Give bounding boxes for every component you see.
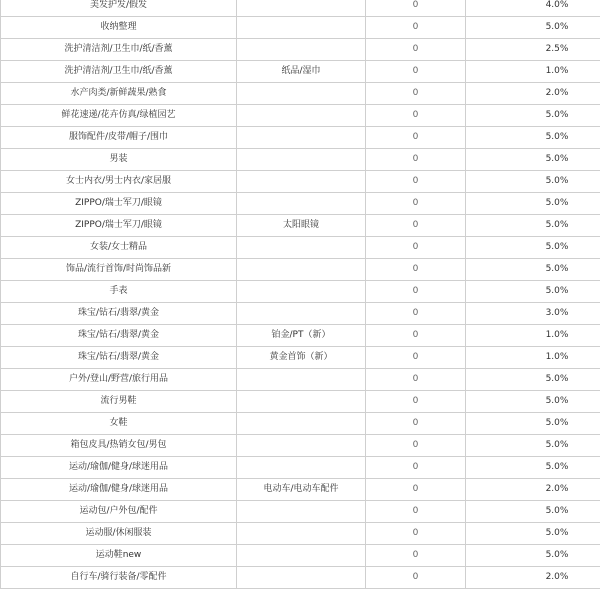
subcategory-cell [237, 391, 366, 413]
table-row [1, 61, 600, 83]
second-count-cell: 0 [366, 215, 466, 237]
subcategory-cell [237, 523, 366, 545]
category-cell: 收纳整理 [1, 17, 237, 39]
rate-cell: 5.0% [466, 105, 600, 127]
table-row [1, 413, 600, 435]
rate-cell: 5.0% [466, 281, 600, 303]
category-cell: 运动/瑜伽/健身/球迷用品 [1, 457, 237, 479]
second-count-cell: 0 [366, 303, 466, 325]
second-count-cell: 0 [366, 259, 466, 281]
subcategory-cell [237, 281, 366, 303]
rate-cell: 5.0% [466, 545, 600, 567]
subcategory-cell [237, 567, 366, 589]
subcategory-cell: 铂金/PT（新） [237, 325, 366, 347]
table-row [1, 479, 600, 501]
subcategory-cell [237, 303, 366, 325]
second-count-cell: 0 [366, 83, 466, 105]
subcategory-cell [237, 83, 366, 105]
second-count-cell: 0 [366, 127, 466, 149]
category-cell: 运动服/休闲服装 [1, 523, 237, 545]
category-cell: 饰品/流行首饰/时尚饰品新 [1, 259, 237, 281]
subcategory-cell: 纸品/湿巾 [237, 61, 366, 83]
subcategory-cell [237, 193, 366, 215]
table-row [1, 325, 600, 347]
rate-cell: 5.0% [466, 127, 600, 149]
table-row [1, 435, 600, 457]
category-cell: 箱包皮具/热销女包/男包 [1, 435, 237, 457]
rate-cell: 5.0% [466, 259, 600, 281]
subcategory-cell [237, 501, 366, 523]
second-count-cell: 0 [366, 457, 466, 479]
rate-cell: 5.0% [466, 149, 600, 171]
rate-cell: 5.0% [466, 391, 600, 413]
table-row [1, 171, 600, 193]
subcategory-cell [237, 259, 366, 281]
second-count-cell: 0 [366, 105, 466, 127]
category-cell: 珠宝/钻石/翡翠/黄金 [1, 347, 237, 369]
subcategory-cell [237, 435, 366, 457]
category-cell: 美发护发/假发 [1, 0, 237, 17]
second-count-cell: 0 [366, 479, 466, 501]
rate-cell: 2.0% [466, 567, 600, 589]
rate-cell: 5.0% [466, 457, 600, 479]
subcategory-cell: 太阳眼镜 [237, 215, 366, 237]
subcategory-cell [237, 149, 366, 171]
table-row [1, 457, 600, 479]
category-cell: 运动包/户外包/配件 [1, 501, 237, 523]
category-cell: 水产肉类/新鲜蔬果/熟食 [1, 83, 237, 105]
subcategory-cell: 黄金首饰（新） [237, 347, 366, 369]
table-row [1, 369, 600, 391]
category-cell: 运动/瑜伽/健身/球迷用品 [1, 479, 237, 501]
table-row [1, 281, 600, 303]
rate-cell: 5.0% [466, 215, 600, 237]
subcategory-cell [237, 17, 366, 39]
second-count-cell: 0 [366, 149, 466, 171]
table-row [1, 567, 600, 589]
rate-cell: 5.0% [466, 435, 600, 457]
rate-cell: 5.0% [466, 193, 600, 215]
table-row [1, 391, 600, 413]
category-cell: 女装/女士精品 [1, 237, 237, 259]
rate-cell: 2.0% [466, 479, 600, 501]
second-count-cell: 0 [366, 17, 466, 39]
second-count-cell: 0 [366, 523, 466, 545]
table-row [1, 523, 600, 545]
second-count-cell: 0 [366, 413, 466, 435]
category-cell: 手表 [1, 281, 237, 303]
category-cell: ZIPPO/瑞士军刀/眼镜 [1, 193, 237, 215]
subcategory-cell: 电动车/电动车配件 [237, 479, 366, 501]
rate-cell: 5.0% [466, 523, 600, 545]
category-cell: 女士内衣/男士内衣/家居服 [1, 171, 237, 193]
subcategory-cell [237, 545, 366, 567]
table-row [1, 127, 600, 149]
table-row [1, 259, 600, 281]
category-cell: 洗护清洁剂/卫生巾/纸/香薰 [1, 61, 237, 83]
rate-cell: 5.0% [466, 413, 600, 435]
table-row [1, 0, 600, 17]
subcategory-cell [237, 237, 366, 259]
second-count-cell: 0 [366, 369, 466, 391]
rate-cell: 5.0% [466, 369, 600, 391]
category-cell: 自行车/骑行装备/零配件 [1, 567, 237, 589]
category-cell: 鲜花速递/花卉仿真/绿植园艺 [1, 105, 237, 127]
second-count-cell: 0 [366, 171, 466, 193]
rate-cell: 1.0% [466, 347, 600, 369]
rate-cell: 1.0% [466, 325, 600, 347]
subcategory-cell [237, 127, 366, 149]
category-cell: 男装 [1, 149, 237, 171]
commission-rate-table-body [1, 0, 600, 589]
table-row [1, 105, 600, 127]
subcategory-cell [237, 105, 366, 127]
second-count-cell: 0 [366, 391, 466, 413]
second-count-cell: 0 [366, 61, 466, 83]
second-count-cell: 0 [366, 545, 466, 567]
second-count-cell: 0 [366, 347, 466, 369]
category-cell: ZIPPO/瑞士军刀/眼镜 [1, 215, 237, 237]
category-cell: 珠宝/钻石/翡翠/黄金 [1, 303, 237, 325]
subcategory-cell [237, 0, 366, 17]
rate-cell: 2.5% [466, 39, 600, 61]
second-count-cell: 0 [366, 237, 466, 259]
subcategory-cell [237, 457, 366, 479]
table-row [1, 149, 600, 171]
second-count-cell: 0 [366, 39, 466, 61]
second-count-cell: 0 [366, 281, 466, 303]
second-count-cell: 0 [366, 193, 466, 215]
rate-cell: 2.0% [466, 83, 600, 105]
category-cell: 女鞋 [1, 413, 237, 435]
subcategory-cell [237, 171, 366, 193]
table-row [1, 39, 600, 61]
second-count-cell: 0 [366, 0, 466, 17]
table-row [1, 193, 600, 215]
rate-cell: 5.0% [466, 237, 600, 259]
subcategory-cell [237, 39, 366, 61]
rate-cell: 4.0% [466, 0, 600, 17]
table-row [1, 303, 600, 325]
category-cell: 运动鞋new [1, 545, 237, 567]
rate-cell: 1.0% [466, 61, 600, 83]
second-count-cell: 0 [366, 325, 466, 347]
category-cell: 户外/登山/野营/旅行用品 [1, 369, 237, 391]
table-row [1, 347, 600, 369]
table-row [1, 215, 600, 237]
rate-cell: 3.0% [466, 303, 600, 325]
table-row [1, 501, 600, 523]
table-row [1, 545, 600, 567]
rate-cell: 5.0% [466, 171, 600, 193]
second-count-cell: 0 [366, 501, 466, 523]
table-row [1, 17, 600, 39]
table-row [1, 237, 600, 259]
subcategory-cell [237, 369, 366, 391]
rate-cell: 5.0% [466, 501, 600, 523]
table-row [1, 83, 600, 105]
second-count-cell: 0 [366, 435, 466, 457]
category-cell: 珠宝/钻石/翡翠/黄金 [1, 325, 237, 347]
category-cell: 流行男鞋 [1, 391, 237, 413]
subcategory-cell [237, 413, 366, 435]
category-cell: 洗护清洁剂/卫生巾/纸/香薰 [1, 39, 237, 61]
rate-cell: 5.0% [466, 17, 600, 39]
second-count-cell: 0 [366, 567, 466, 589]
category-cell: 服饰配件/皮带/帽子/围巾 [1, 127, 237, 149]
